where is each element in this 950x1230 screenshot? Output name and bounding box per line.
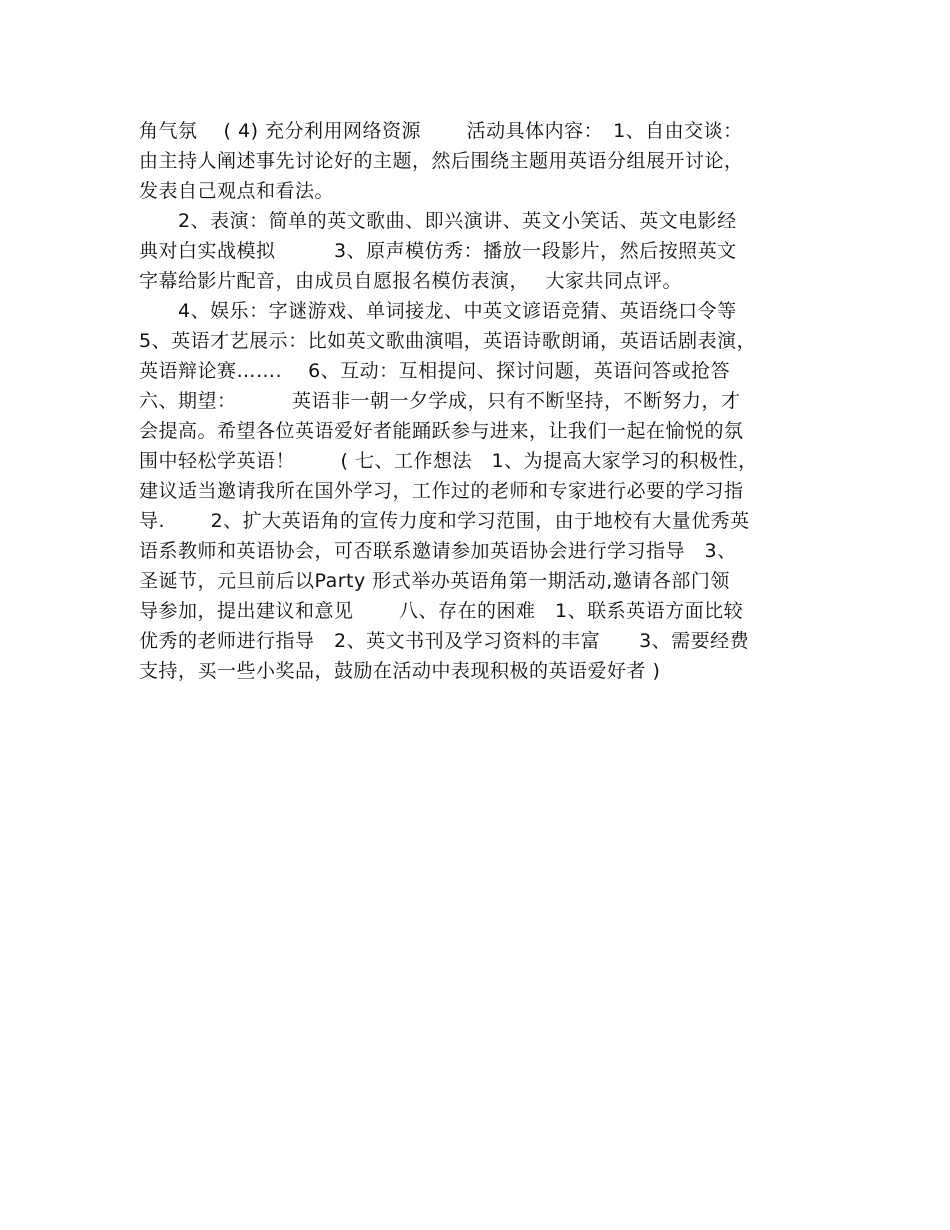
text-line: 会提高。希望各位英语爱好者能踊跃参与进来，让我们一起在愉悦的氛: [139, 420, 744, 442]
text-line: 六、期望： 英语非一朝一夕学成，只有不断坚持，不断努力，才: [139, 390, 741, 412]
text-line: 角气氛 ( 4) 充分利用网络资源 活动具体内容： 1、自由交谈：: [139, 120, 743, 142]
text-line: 由主持人阐述事先讨论好的主题，然后围绕主题用英语分组展开讨论，: [139, 150, 744, 172]
text-line: 支持，买一些小奖品，鼓励在活动中表现积极的英语爱好者 ): [139, 660, 661, 682]
text-line: 2、表演：简单的英文歌曲、即兴演讲、英文小笑话、英文电影经: [139, 210, 737, 232]
text-line: 导. 2、扩大英语角的宣传力度和学习范围，由于地校有大量优秀英: [139, 510, 750, 532]
text-line: 语系教师和英语协会，可否联系邀请参加英语协会进行学习指导 3、: [139, 540, 737, 562]
text-line: 圣诞节，元旦前后以Party 形式举办英语角第一期活动,邀请各部门领: [139, 570, 730, 592]
text-line: 发表自己观点和看法。: [139, 180, 335, 202]
text-line: 4、娱乐：字谜游戏、单词接龙、中英文谚语竞猜、英语绕口令等: [139, 300, 737, 322]
text-line: 导参加，提出建议和意见 八、存在的困难 1、联系英语方面比较: [139, 600, 744, 622]
text-line: 建议适当邀请我所在国外学习，工作过的老师和专家进行必要的学习指: [139, 480, 744, 502]
text-line: 优秀的老师进行指导 2、英文书刊及学习资料的丰富 3、需要经费: [139, 630, 750, 652]
text-line: 字幕给影片配音，由成员自愿报名模仿表演， 大家共同点评。: [139, 270, 683, 292]
document-body: [139, 116, 819, 686]
text-line: 英语辩论赛……. 6、互动：互相提问、探讨问题，英语问答或抢答: [139, 360, 731, 382]
text-line: 5、英语才艺展示：比如英文歌曲演唱，英语诗歌朗诵，英语话剧表演，: [139, 330, 757, 352]
text-line: 围中轻松学英语！ ( 七、工作想法 1、为提高大家学习的积极性，: [139, 450, 758, 472]
text-line: 典对白实战模拟 3、原声模仿秀：播放一段影片，然后按照英文: [139, 240, 737, 262]
